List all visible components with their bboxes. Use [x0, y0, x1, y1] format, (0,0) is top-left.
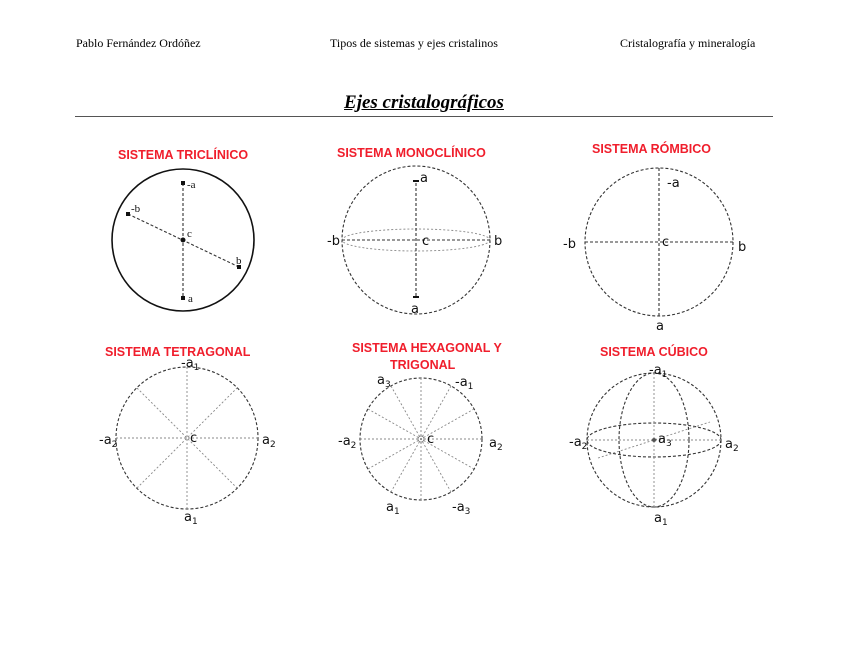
monoclinico-label-a: a: [411, 302, 419, 317]
hexagonal-label-a1: $a_1$: [386, 500, 400, 517]
rombico-title: SISTEMA RÓMBICO: [592, 142, 711, 156]
monoclinico-bar: [413, 180, 419, 182]
diagram-triclinico: [112, 147, 254, 311]
triclinico-title: SISTEMA TRICLÍNICO: [118, 148, 249, 162]
header-author: Pablo Fernández Ordóñez: [76, 36, 201, 50]
triclinico-point: [181, 296, 185, 300]
triclinico-label-c: c: [187, 228, 192, 240]
tetragonal-label-neg-a2: $-a_2$: [99, 433, 118, 450]
tetragonal-label-neg-a1: $-a_1$: [181, 356, 200, 373]
monoclinico-label-c: c: [422, 234, 430, 249]
header-subject: Cristalografía y mineralogía: [620, 36, 756, 50]
header-topic: Tipos de sistemas y ejes cristalinos: [330, 36, 498, 50]
hexagonal-label-a2: $a_2$: [489, 436, 503, 453]
hexagonal-title-line2: TRIGONAL: [390, 358, 456, 372]
triclinico-point: [126, 212, 130, 216]
triclinico-center: [181, 238, 186, 243]
cubico-label-neg-a2: $-a_2$: [569, 435, 588, 452]
rombico-label-neg-a: -a: [667, 176, 680, 191]
rombico-label-a: a: [656, 319, 664, 334]
hexagonal-label-neg-a1: $-a_1$: [455, 375, 474, 392]
triclinico-label-b: b: [236, 255, 242, 267]
triclinico-label-a: a: [188, 293, 193, 305]
monoclinico-bar: [413, 296, 419, 298]
cubico-center: [652, 438, 656, 442]
hexagonal-title-line1: SISTEMA HEXAGONAL Y: [352, 341, 502, 355]
monoclinico-label-neg-b: -b: [327, 234, 340, 249]
hexagonal-label-neg-a2: $-a_2$: [338, 434, 357, 451]
monoclinico-label-b: b: [494, 234, 503, 249]
cubico-label-a1: $a_1$: [654, 511, 668, 528]
rombico-label-c: c: [662, 235, 670, 250]
rombico-label-b: b: [738, 240, 747, 255]
diagram-cubico: [569, 344, 739, 528]
diagram-rombico: [563, 141, 746, 334]
tetragonal-label-a2: $a_2$: [262, 433, 276, 450]
cubico-label-a3: $a_3$: [658, 432, 672, 449]
monoclinico-title: SISTEMA MONOCLÍNICO: [337, 146, 486, 160]
tetragonal-title: SISTEMA TETRAGONAL: [105, 345, 251, 359]
cubico-label-neg-a1: $-a_1$: [649, 363, 668, 380]
monoclinico-label-top: a: [420, 171, 428, 186]
diagram-tetragonal: [99, 345, 276, 527]
hexagonal-label-neg-a3: $-a_3$: [452, 500, 471, 517]
cubico-title: SISTEMA CÚBICO: [600, 345, 708, 359]
triclinico-point: [181, 181, 185, 185]
tetragonal-label-a1: $a_1$: [184, 510, 198, 527]
rombico-label-neg-b: -b: [563, 237, 576, 252]
hexagonal-label-c: c: [427, 432, 435, 447]
diagram-monoclinico: [327, 145, 502, 317]
page-title: Ejes cristalográficos: [344, 92, 504, 113]
cubico-label-a2: $a_2$: [725, 437, 739, 454]
triclinico-label-neg-b: -b: [131, 203, 141, 215]
tetragonal-label-c: c: [190, 431, 198, 446]
triclinico-label-neg-a: -a: [187, 179, 196, 191]
diagram-hexagonal: [338, 341, 503, 517]
hexagonal-label-a3: $a_3$: [377, 373, 391, 390]
